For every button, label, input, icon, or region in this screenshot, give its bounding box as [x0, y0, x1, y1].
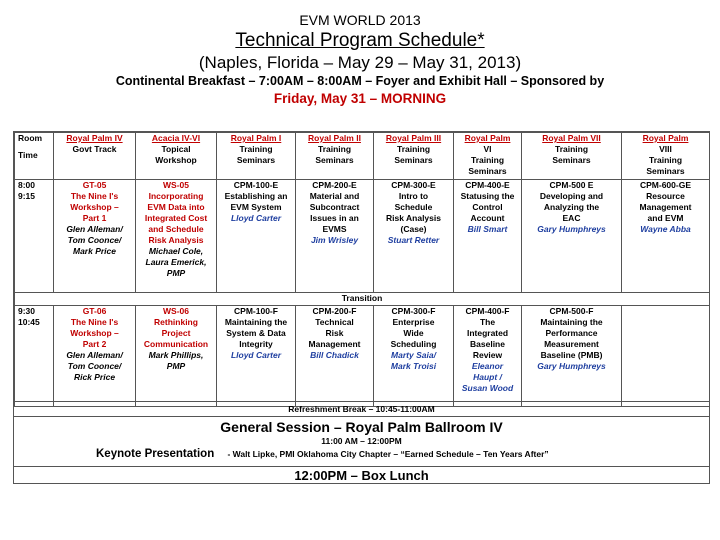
session-code: GT-06 — [82, 306, 107, 316]
presenter-name: Glen Alleman/ — [66, 224, 123, 234]
event-title: EVM WORLD 2013 — [299, 12, 421, 28]
presenter-name: Bill Chadick — [310, 350, 359, 360]
general-session — [14, 419, 709, 447]
session-code: CPM-400-E — [465, 180, 510, 190]
track-label: Training — [648, 155, 683, 165]
presenter-name: Lloyd Carter — [230, 350, 282, 360]
session-title: Integrity — [239, 339, 273, 349]
session-code: WS-06 — [163, 306, 189, 316]
session-title: EVM System — [230, 202, 282, 212]
session-title: Issues in an — [310, 213, 359, 223]
track-label: Seminars — [468, 166, 507, 176]
presenter-name: Lloyd Carter — [230, 213, 282, 223]
presenter-name: Mark Troisi — [390, 361, 437, 371]
session-title: Intro to — [398, 191, 429, 201]
presenter-name: PMP — [166, 268, 186, 278]
session-row-2 — [15, 306, 710, 407]
room-header — [454, 133, 522, 180]
presenter-name: Bill Smart — [467, 224, 508, 234]
session-title: Maintaining the — [540, 317, 603, 327]
session-cell — [54, 306, 136, 407]
refreshment-break: Refreshment Break – 10:45-11:00AM — [14, 401, 709, 417]
session-title: and EVM — [647, 213, 684, 223]
session-cell — [454, 306, 522, 407]
session-title: Project — [161, 328, 191, 338]
presenter-name: Laura Emerick, — [145, 257, 207, 267]
session-code: CPM-100-F — [234, 306, 278, 316]
session-title: (Case) — [400, 224, 427, 234]
presenter-name: Susan Wood — [461, 383, 514, 393]
transition-label: Transition — [15, 293, 710, 306]
session-cell — [296, 180, 374, 293]
room-header — [54, 133, 136, 180]
session-title: Review — [472, 350, 503, 360]
session-row-1 — [15, 180, 710, 293]
session-title: Maintaining the — [224, 317, 288, 327]
track-label: VIII — [659, 144, 672, 154]
session-cell — [622, 180, 710, 293]
room-label: Room — [18, 133, 43, 143]
presenter-name: Rick Price — [73, 372, 116, 382]
track-label: Training — [470, 155, 505, 165]
room-name: Royal Palm III — [385, 133, 442, 143]
transition-row — [15, 293, 710, 306]
presenter-name: Wayne Abba — [640, 224, 691, 234]
track-label: Seminars — [552, 155, 591, 165]
room-header — [296, 133, 374, 180]
track-label: Govt Track — [72, 144, 117, 154]
session-title: Risk Analysis — [386, 213, 441, 223]
presenter-name: PMP — [166, 361, 186, 371]
presenter-name: Gary Humphreys — [537, 361, 606, 371]
session-title: Account — [470, 213, 505, 223]
track-label: Seminars — [646, 166, 685, 176]
track-label: VI — [483, 144, 492, 154]
session-cell — [136, 306, 217, 407]
track-label: Seminars — [394, 155, 433, 165]
session-title: Integrated — [466, 328, 509, 338]
session-grid — [14, 132, 710, 407]
session-code: CPM-300-F — [391, 306, 436, 316]
session-title: Workshop – — [70, 202, 119, 212]
session-title: and Schedule — [148, 224, 204, 234]
box-lunch: 12:00PM – Box Lunch — [14, 466, 709, 484]
session-title: Measurement — [544, 339, 599, 349]
track-label: Workshop — [155, 155, 197, 165]
session-title: Analyzing the — [543, 202, 600, 212]
session-title: Part 1 — [82, 213, 107, 223]
presenter-name: Eleanor — [471, 361, 504, 371]
session-time — [15, 180, 54, 293]
breakfast-note: Continental Breakfast – 7:00AM – 8:00AM – Foyer and Exhibit Hall – Sponsored by — [115, 74, 605, 88]
session-code: CPM-500-F — [549, 306, 594, 316]
general-session-title: General Session – Royal Palm Ballroom IV — [220, 419, 503, 435]
session-code: CPM-500 E — [549, 180, 594, 190]
session-title: EVM Data into — [147, 202, 205, 212]
presenter-name: Tom Coonce/ — [67, 235, 122, 245]
session-time — [15, 306, 54, 407]
time-value: 8:00 — [18, 180, 36, 190]
page-title: Technical Program Schedule* — [235, 30, 485, 51]
room-name: Royal Palm — [642, 133, 689, 143]
time-value: 9:15 — [18, 191, 36, 201]
session-title: Workshop – — [70, 328, 119, 338]
empty-cell — [622, 306, 710, 407]
session-title: Integrated Cost — [144, 213, 208, 223]
session-cell — [217, 180, 296, 293]
session-title: The Nine I's — [70, 191, 119, 201]
track-label: Training — [396, 144, 431, 154]
time-label: Time — [18, 150, 38, 160]
session-code: CPM-400-F — [465, 306, 510, 316]
presenter-name: Michael Cole, — [148, 246, 204, 256]
session-title: Baseline (PMB) — [540, 350, 603, 360]
day-heading: Friday, May 31 – MORNING — [273, 91, 447, 106]
track-label: Seminars — [315, 155, 354, 165]
session-cell — [136, 180, 217, 293]
session-title: Schedule — [394, 202, 433, 212]
keynote — [96, 448, 549, 460]
track-label: Training — [554, 144, 589, 154]
session-cell — [522, 180, 622, 293]
room-name: Royal Palm — [464, 133, 511, 143]
presenter-name: Tom Coonce/ — [67, 361, 122, 371]
session-title: Material and — [309, 191, 360, 201]
session-title: Part 2 — [82, 339, 107, 349]
session-title: Management — [308, 339, 361, 349]
session-code: CPM-300-E — [391, 180, 436, 190]
session-title: Rethinking — [154, 317, 198, 327]
time-value: 9:30 — [18, 306, 36, 316]
session-cell — [522, 306, 622, 407]
track-label: Training — [239, 144, 273, 154]
session-code: WS-05 — [163, 180, 189, 190]
session-title: Scheduling — [390, 339, 437, 349]
session-cell — [374, 180, 454, 293]
track-label: Training — [317, 144, 352, 154]
room-header — [136, 133, 217, 180]
presenter-name: Mark Price — [73, 246, 116, 256]
session-title: Baseline — [470, 339, 505, 349]
session-title: The — [479, 317, 496, 327]
session-title: Risk Analysis — [148, 235, 204, 245]
header-row — [15, 133, 710, 180]
session-title: Control — [472, 202, 503, 212]
session-title: Resource — [646, 191, 685, 201]
session-title: Incorporating — [148, 191, 204, 201]
session-title: Communication — [143, 339, 209, 349]
time-value: 10:45 — [18, 317, 40, 327]
session-title: Technical — [315, 317, 354, 327]
presenter-name: Glen Alleman/ — [66, 350, 123, 360]
general-session-time: 11:00 AM – 12:00PM — [321, 436, 402, 446]
keynote-label: Keynote Presentation — [96, 448, 215, 460]
session-code: CPM-200-E — [312, 180, 357, 190]
track-label: Seminars — [236, 155, 276, 165]
room-name: Royal Palm IV — [66, 133, 123, 143]
keynote-speaker: - Walt Lipke, PMI Oklahoma City Chapter – “Earned Schedule – Ten Years After” — [227, 449, 549, 459]
presenter-name: Mark Phillips, — [148, 350, 204, 360]
session-title: Enterprise — [392, 317, 435, 327]
presenter-name: Haupt / — [473, 372, 502, 382]
session-title: Establishing an — [224, 191, 288, 201]
presenter-name: Gary Humphreys — [537, 224, 606, 234]
session-title: The Nine I's — [70, 317, 119, 327]
room-name: Acacia IV-VI — [151, 133, 201, 143]
session-cell — [54, 180, 136, 293]
session-title: EAC — [562, 213, 581, 223]
session-code: GT-05 — [82, 180, 107, 190]
session-cell — [374, 306, 454, 407]
presenter-name: Jim Wrisley — [310, 235, 359, 245]
room-name: Royal Palm VII — [542, 133, 601, 143]
session-title: Developing and — [539, 191, 604, 201]
room-name: Royal Palm II — [308, 133, 361, 143]
session-title: Subcontract — [309, 202, 360, 212]
room-header — [622, 133, 710, 180]
room-name: Royal Palm I — [230, 133, 282, 143]
session-cell — [296, 306, 374, 407]
room-time-label — [15, 133, 54, 180]
schedule-table — [13, 131, 710, 484]
location-dates: (Naples, Florida – May 29 – May 31, 2013) — [198, 53, 522, 72]
room-header — [217, 133, 296, 180]
session-title: Risk — [325, 328, 344, 338]
session-title: Management — [639, 202, 692, 212]
session-title: System & Data — [226, 328, 286, 338]
presenter-name: Stuart Retter — [387, 235, 440, 245]
track-label: Topical — [161, 144, 191, 154]
session-title: Statusing the — [460, 191, 515, 201]
session-code: CPM-100-E — [233, 180, 279, 190]
session-code: CPM-200-F — [312, 306, 357, 316]
room-header — [522, 133, 622, 180]
session-title: Performance — [545, 328, 598, 338]
session-title: Wide — [403, 328, 424, 338]
session-title: EVMS — [322, 224, 347, 234]
room-header — [374, 133, 454, 180]
presenter-name: Marty Saia/ — [391, 350, 436, 360]
session-code: CPM-600-GE — [639, 180, 691, 190]
session-cell — [454, 180, 522, 293]
session-cell — [217, 306, 296, 407]
